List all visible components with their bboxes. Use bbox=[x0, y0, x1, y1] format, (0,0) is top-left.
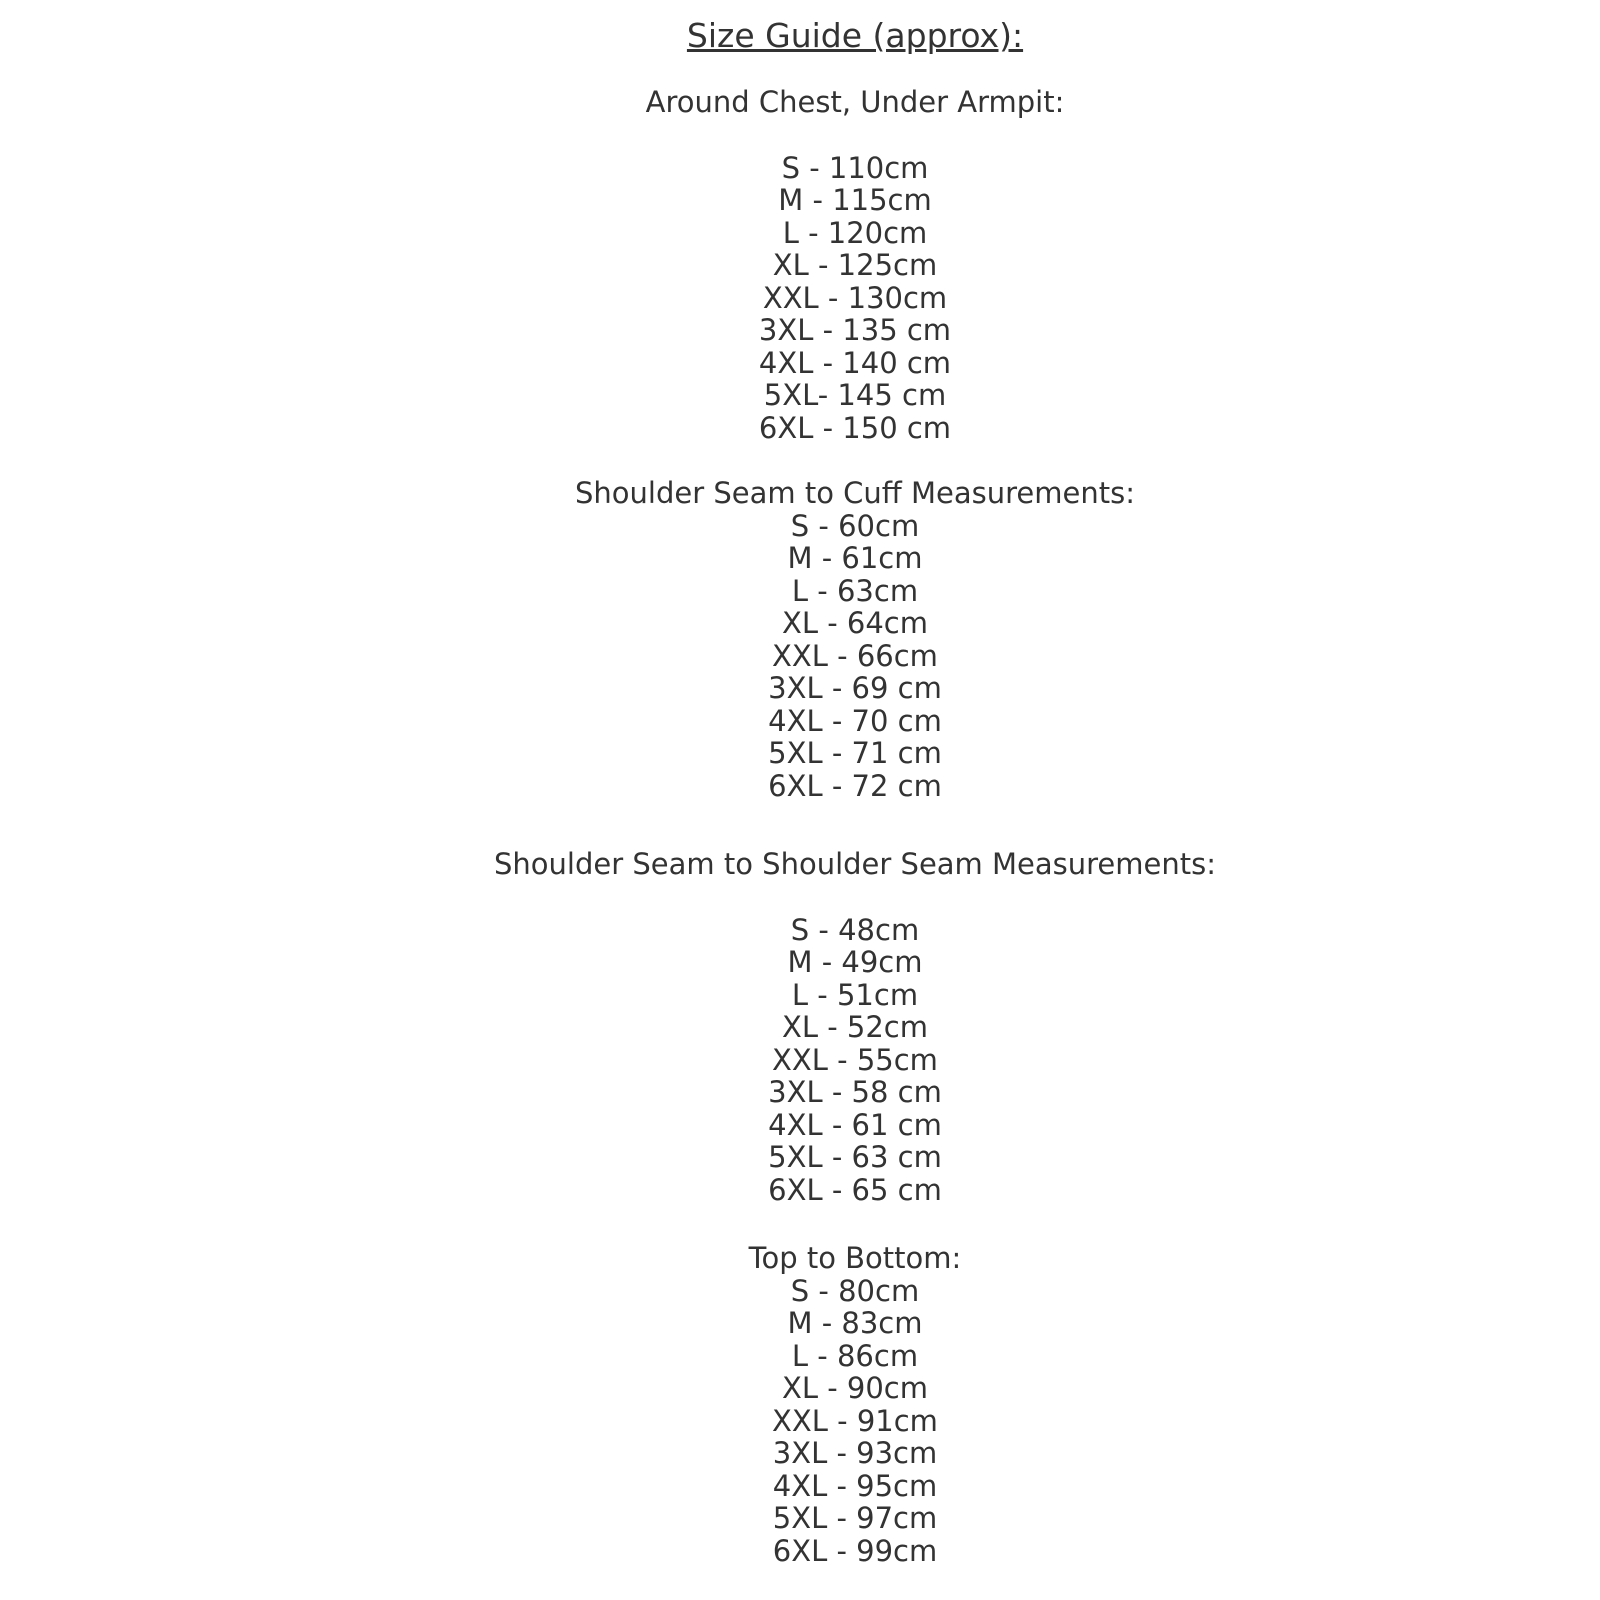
size-row: S - 110cm bbox=[781, 150, 929, 185]
size-row: 3XL - 69 cm bbox=[768, 671, 942, 705]
size-row: 5XL - 63 cm bbox=[768, 1140, 942, 1174]
size-row: XXL - 66cm bbox=[772, 638, 938, 673]
size-row: S - 48cm bbox=[790, 912, 920, 947]
size-row: 4XL - 61 cm bbox=[768, 1107, 942, 1142]
section-heading: Shoulder Seam to Cuff Measurements: bbox=[575, 476, 1135, 510]
size-row: 4XL - 70 cm bbox=[768, 703, 942, 738]
size-row: S - 80cm bbox=[790, 1273, 920, 1308]
size-row: 3XL - 93cm bbox=[772, 1436, 938, 1470]
size-row: L - 63cm bbox=[791, 573, 919, 608]
size-row: 5XL- 145 cm bbox=[763, 378, 947, 412]
size-row: L - 86cm bbox=[791, 1338, 919, 1373]
size-row: XXL - 130cm bbox=[762, 280, 948, 315]
size-row: 6XL - 65 cm bbox=[768, 1172, 942, 1207]
size-row: L - 120cm bbox=[782, 215, 928, 250]
section-heading: Shoulder Seam to Shoulder Seam Measurements: bbox=[494, 847, 1216, 881]
size-row: S - 60cm bbox=[790, 508, 920, 543]
section-heading: Top to Bottom: bbox=[748, 1241, 962, 1275]
measurement-section bbox=[55, 477, 1600, 802]
size-row: 6XL - 72 cm bbox=[768, 768, 942, 803]
size-guide-title: Size Guide (approx): bbox=[686, 16, 1024, 55]
size-row: 6XL - 150 cm bbox=[758, 410, 952, 445]
measurement-section bbox=[55, 848, 1600, 1206]
size-row: XL - 125cm bbox=[772, 248, 938, 282]
size-row: M - 61cm bbox=[787, 541, 923, 575]
size-row: M - 49cm bbox=[787, 945, 923, 979]
size-row: 5XL - 71 cm bbox=[768, 736, 942, 770]
size-row: 4XL - 95cm bbox=[772, 1468, 938, 1503]
size-row: XL - 64cm bbox=[781, 606, 929, 640]
size-row: 6XL - 99cm bbox=[772, 1533, 938, 1568]
size-row: XL - 90cm bbox=[781, 1371, 929, 1405]
size-row: XXL - 91cm bbox=[772, 1403, 938, 1438]
size-guide-sections bbox=[55, 86, 1600, 1567]
size-row: 3XL - 135 cm bbox=[758, 313, 952, 347]
size-row: 3XL - 58 cm bbox=[768, 1075, 942, 1109]
size-guide-document bbox=[55, 0, 1600, 1567]
size-row: 5XL - 97cm bbox=[772, 1501, 938, 1535]
size-row: XL - 52cm bbox=[781, 1010, 929, 1044]
size-row: M - 115cm bbox=[778, 183, 932, 217]
measurement-section bbox=[55, 86, 1600, 444]
size-row: L - 51cm bbox=[791, 977, 919, 1012]
size-row: 4XL - 140 cm bbox=[758, 345, 952, 380]
size-row: XXL - 55cm bbox=[772, 1042, 938, 1077]
section-heading: Around Chest, Under Armpit: bbox=[645, 85, 1065, 119]
size-row: M - 83cm bbox=[787, 1306, 923, 1340]
measurement-section bbox=[55, 1242, 1600, 1567]
